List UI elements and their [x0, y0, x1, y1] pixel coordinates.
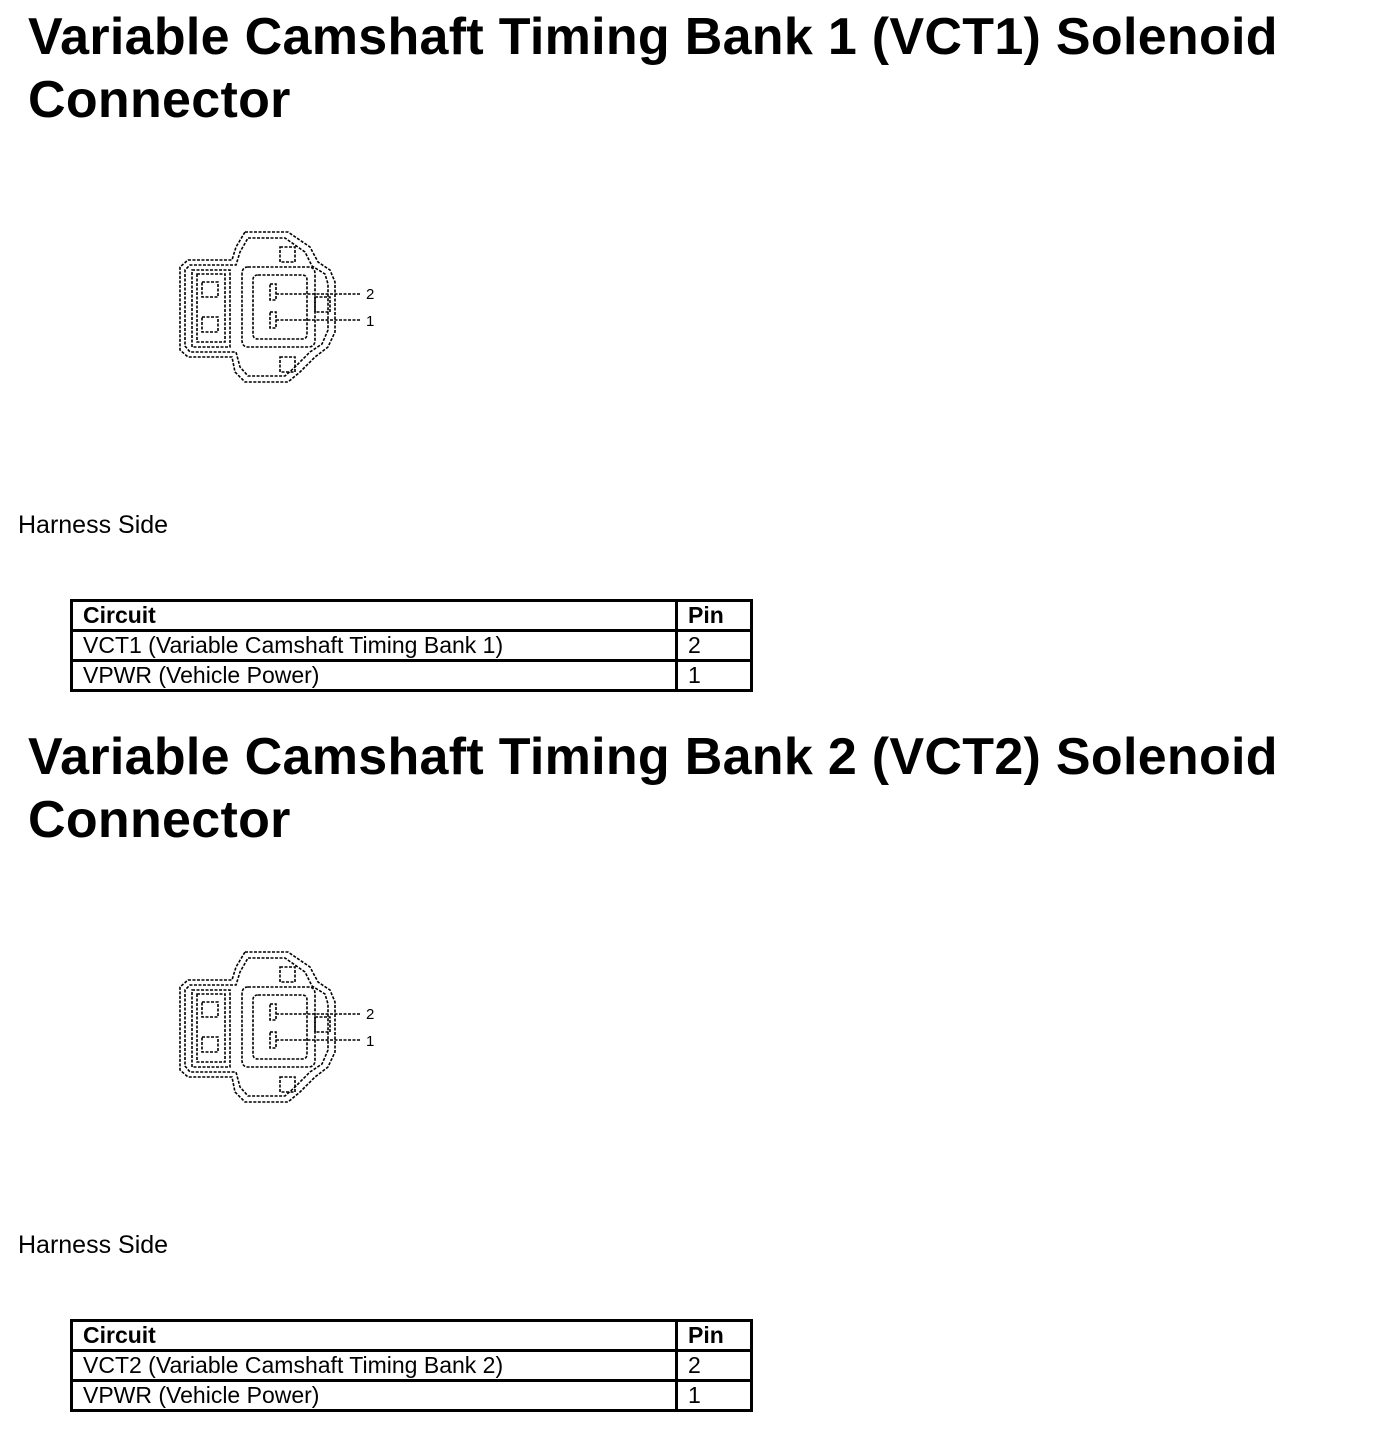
circuit-cell: VCT2 (Variable Camshaft Timing Bank 2)	[72, 1351, 677, 1381]
pin-label: 1	[366, 313, 375, 330]
section-title: Variable Camshaft Timing Bank 2 (VCT2) Solenoid Connector	[28, 728, 1278, 849]
table-row	[72, 1381, 752, 1411]
pin-label: 2	[366, 286, 375, 303]
pin-cell: 1	[677, 1381, 752, 1411]
pin-label: 2	[366, 1006, 375, 1023]
connector-section	[0, 720, 1392, 1440]
header-pin: Pin	[677, 1321, 752, 1351]
pinout-table	[70, 1319, 753, 1412]
pin-cell: 2	[677, 631, 752, 661]
header-circuit: Circuit	[72, 601, 677, 631]
table-row	[72, 661, 752, 691]
harness-side-caption: Harness Side	[18, 511, 169, 539]
pin-cell: 1	[677, 661, 752, 691]
header-pin: Pin	[677, 601, 752, 631]
table-row	[72, 1351, 752, 1381]
table-row	[72, 631, 752, 661]
harness-side-caption: Harness Side	[18, 1231, 169, 1259]
pin-label: 1	[366, 1033, 375, 1050]
header-circuit: Circuit	[72, 1321, 677, 1351]
section-title: Variable Camshaft Timing Bank 1 (VCT1) Solenoid Connector	[28, 8, 1278, 129]
circuit-cell: VPWR (Vehicle Power)	[72, 1381, 677, 1411]
pin-cell: 2	[677, 1351, 752, 1381]
connector-diagram	[170, 942, 390, 1112]
circuit-cell: VCT1 (Variable Camshaft Timing Bank 1)	[72, 631, 677, 661]
pinout-table	[70, 599, 753, 692]
circuit-cell: VPWR (Vehicle Power)	[72, 661, 677, 691]
connector-diagram	[170, 222, 390, 392]
table-header-row	[72, 601, 752, 631]
table-header-row	[72, 1321, 752, 1351]
